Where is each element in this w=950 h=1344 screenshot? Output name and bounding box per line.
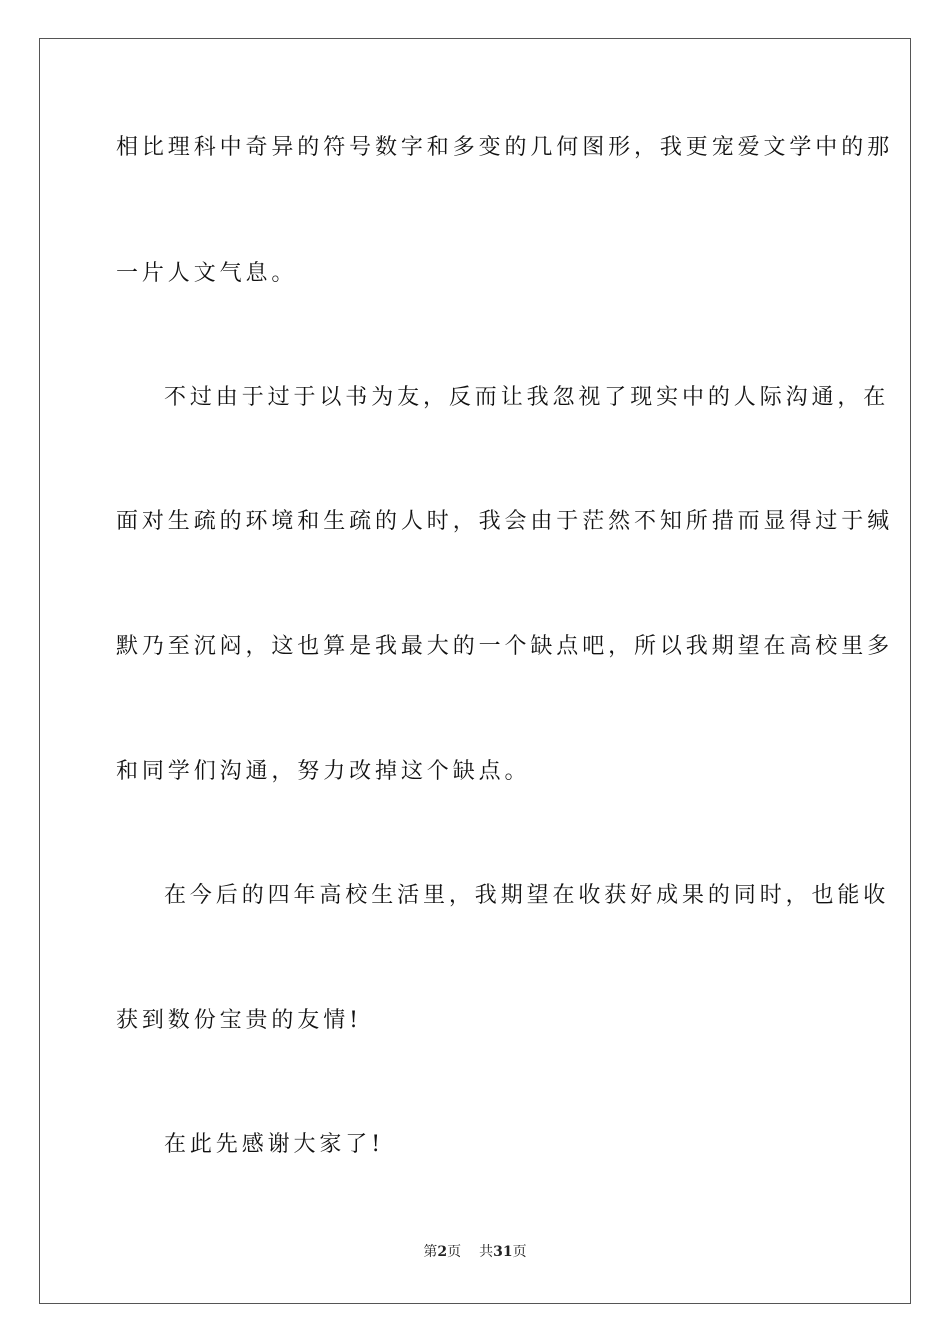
- paragraph-line-1: 相比理科中奇异的符号数字和多变的几何图形，我更宠爱文学中的那: [116, 135, 894, 160]
- page-prefix: 第: [423, 1244, 438, 1260]
- total-pages: 31: [493, 1244, 513, 1260]
- paragraph-line-6: 和同学们沟通，努力改掉这个缺点。: [116, 759, 531, 784]
- page-suffix: 页: [447, 1244, 462, 1260]
- paragraph-line-7: 在今后的四年高校生活里，我期望在收获好成果的同时，也能收: [164, 883, 890, 908]
- total-prefix: 共: [479, 1244, 494, 1260]
- total-suffix: 页: [512, 1244, 527, 1260]
- page-number: 2: [437, 1244, 448, 1260]
- paragraph-line-5: 默乃至沉闷，这也算是我最大的一个缺点吧，所以我期望在高校里多: [116, 634, 894, 659]
- paragraph-line-2: 一片人文气息。: [116, 261, 298, 286]
- paragraph-line-4: 面对生疏的环境和生疏的人时，我会由于茫然不知所措而显得过于缄: [116, 509, 894, 534]
- paragraph-line-9: 在此先感谢大家了!: [164, 1132, 384, 1157]
- page-footer: [0, 1242, 950, 1262]
- page-border: [39, 38, 911, 1304]
- paragraph-line-3: 不过由于过于以书为友，反而让我忽视了现实中的人际沟通，在: [164, 385, 890, 410]
- paragraph-line-8: 获到数份宝贵的友情!: [116, 1008, 362, 1033]
